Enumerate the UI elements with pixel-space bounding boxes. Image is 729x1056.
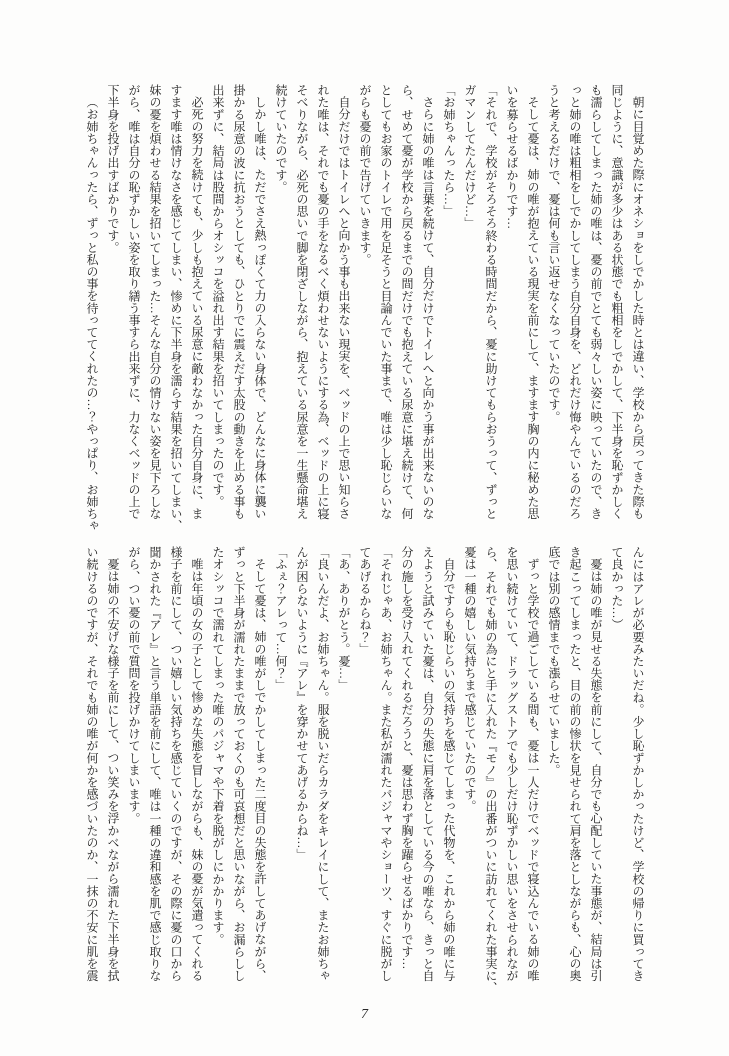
text-column: 掛かる尿意の波に抗おうとしても、ひとりでに震えだす太股の動きを止める事も xyxy=(232,84,246,520)
text-column: て良かった…） xyxy=(610,546,624,631)
text-column: 妹の憂を煩わせる結果を招いてしまった…そんな自分の情けない姿を見下ろしな xyxy=(148,84,162,520)
text-column: ガマンしてたんだけど…」 xyxy=(463,84,477,230)
text-column: 「良いんだよ、お姉ちゃん。服を脱いだらカラダをキレイにして、またお姉ちゃ xyxy=(316,546,330,982)
text-column: たオシッコで濡れてしまった唯のパジャマや下着を脱がしにかかります。 xyxy=(211,546,225,946)
text-column: っと姉の唯は粗相をしでかしてしまう自分自身を、どれだけ悔やんでいるのだろ xyxy=(568,84,582,520)
text-column: えようと試みていた憂は、自分の失態に肩を落としている今の唯なら、きっと自 xyxy=(421,546,435,982)
text-column: がら、つい憂の前で質問を投げかけてしまいます。 xyxy=(127,546,141,825)
text-column: 「それじゃあ、お姉ちゃん。また私が濡れたパジャマやショーツ、すぐに脱がし xyxy=(379,546,393,982)
text-column: 憂は一種の嬉しい気持ちまで感じていたのです。 xyxy=(463,546,477,813)
text-column: 憂は姉の不安げな様子を前にして、つい笑みを浮かべながら濡れた下半身を拭 xyxy=(106,558,120,982)
text-column: き起こってしまったと、目の前の惨状を見せられて肩を落としながらも、心の奥 xyxy=(568,546,582,982)
text-column: としてもお家のトイレで用を足そうと目論んでいた事まで、唯は少し恥じらいな xyxy=(379,84,393,520)
text-column: がら、唯は自分の恥ずかしい姿を取り繕う事すら出来ずに、力なくベッドの上で xyxy=(127,84,141,520)
text-column: がらも憂の前で告げていきます。 xyxy=(358,84,372,266)
text-column: 出来ずに、結局は股間からオシッコを溢れ出す結果を招いてしまったのです。 xyxy=(211,84,225,508)
text-column: い続けるのですが、それでも姉の唯が何かを感づいたのか、一抹の不安に肌を震 xyxy=(85,546,99,982)
text-column: 自分だけではトイレへと向かう事も出来ない現実を、ベッドの上で思い知らさ xyxy=(337,96,351,520)
text-column: を思い続けていて、ドラッグストアでも少しだけ恥ずかしい思いをさせられなが xyxy=(505,546,519,982)
text-column: （お姉ちゃんったら、ずっと私の事を待っててくれたの…？やっぱり、お姉ちゃ xyxy=(85,96,99,532)
text-column: しかし唯は、ただでさえ熱っぽくて力の入らない身体で、どんなに身体に襲い xyxy=(253,96,267,520)
text-column: 続けていたのです。 xyxy=(274,84,288,193)
text-column: 同じように、意識が多少はある状態でも粗相をしでかして、下半身を恥ずかしく xyxy=(610,84,624,520)
text-column: 分の施しを受け入れてくれるだろうと、憂は思わず胸を躍らせるばかりです… xyxy=(400,546,414,970)
text-column: ら、せめて憂が学校から戻るまでの間だけでも抱えている尿意に堪え続けて、何 xyxy=(400,84,414,520)
text-column: んが困らないように『アレ』を穿かせてあげるからね…」 xyxy=(295,546,309,861)
text-column: れた唯は、それでも憂の手をなるべく煩わせないようにする為、ベッドの上に寝 xyxy=(316,84,330,520)
text-column: うと考えるだけで、憂は何も言い返せなくなっていたのです。 xyxy=(547,84,561,423)
text-column: んにはアレが必要みたいだね。少し恥ずかしかったけど、学校の帰りに買ってき xyxy=(631,546,645,982)
page-number: 7 xyxy=(361,1007,368,1022)
text-column: すます唯は情けなさを感じてしまい、惨めに下半身を濡らす結果を招いてしまい、 xyxy=(169,84,183,532)
text-column: てあげるからね？」 xyxy=(358,546,372,655)
text-column: 憂は姉の唯が見せる失態を前にして、自分でも心配していた事態が、結局は引 xyxy=(589,558,603,982)
text-column: 「それで、学校がそろそろ終わる時間だから、憂に助けてもらおうって、ずっと xyxy=(484,84,498,520)
text-column: そべりながら、必死の思いで脚を閉ざしながら、抱えている尿意を一生懸命堪え xyxy=(295,84,309,520)
text-column: も濡らしてしまった姉の唯は、憂の前でとても弱々しい姿に映っていたので、き xyxy=(589,84,603,520)
text-block-top xyxy=(81,84,648,532)
text-column: 様子を前にして、つい嬉しい気持ちを感じていくのですが、その際に憂の口から xyxy=(169,546,183,982)
text-block-bottom xyxy=(81,546,648,994)
text-column: 朝に目覚めた際にオネショをしでかした時とは違い、学校から戻ってきた際も xyxy=(631,96,645,520)
text-column: さらに姉の唯は言葉を続けて、自分だけでトイレへと向かう事が出来ないのな xyxy=(421,96,435,520)
text-column: 必死の努力を続けても、少しも抱えている尿意に敵わなかった自分自身に、ま xyxy=(190,96,204,520)
text-column: ずっと下半身が濡れたままで放っておくのも可哀想だと思いながら、お漏らしし xyxy=(232,546,246,982)
text-column: ずっと学校で過ごしている間も、憂は一人だけでベッドで寝込んでいる姉の唯 xyxy=(526,558,540,982)
text-column: 底では別の感情までも漲らせていました。 xyxy=(547,546,561,776)
text-column: いを募らせるばかりです… xyxy=(505,84,519,230)
text-column: 「ふぇ？アレって…何？」 xyxy=(274,546,288,692)
text-column: そして憂は、姉の唯がしでかしてしまった二度目の失態を許してあげながら、 xyxy=(253,558,267,982)
text-column: 自分ですらも恥じらいの気持ちを感じてしまった代物を、これから姉の唯に与 xyxy=(442,558,456,982)
text-column: そして憂は、姉の唯が抱えている現実を前にして、ますます胸の内に秘めた思 xyxy=(526,96,540,520)
text-column: 下半身を投げ出すばかりです。 xyxy=(106,84,120,254)
text-column: 唯は年頃の女の子として惨めな失態を冒しながらも、妹の憂が気遣ってくれる xyxy=(190,558,204,982)
text-column: 聞かされた『アレ』と言う単語を前にして、唯は一種の違和感を肌で感じ取りな xyxy=(148,546,162,982)
text-column: 「あ、ありがとう。憂…」 xyxy=(337,546,351,692)
text-column: ら、それでも姉の為にと手に入れた『モノ』の出番がついに訪れてくれた事実に、 xyxy=(484,546,498,994)
text-column: 「お姉ちゃんったら…」 xyxy=(442,84,456,218)
